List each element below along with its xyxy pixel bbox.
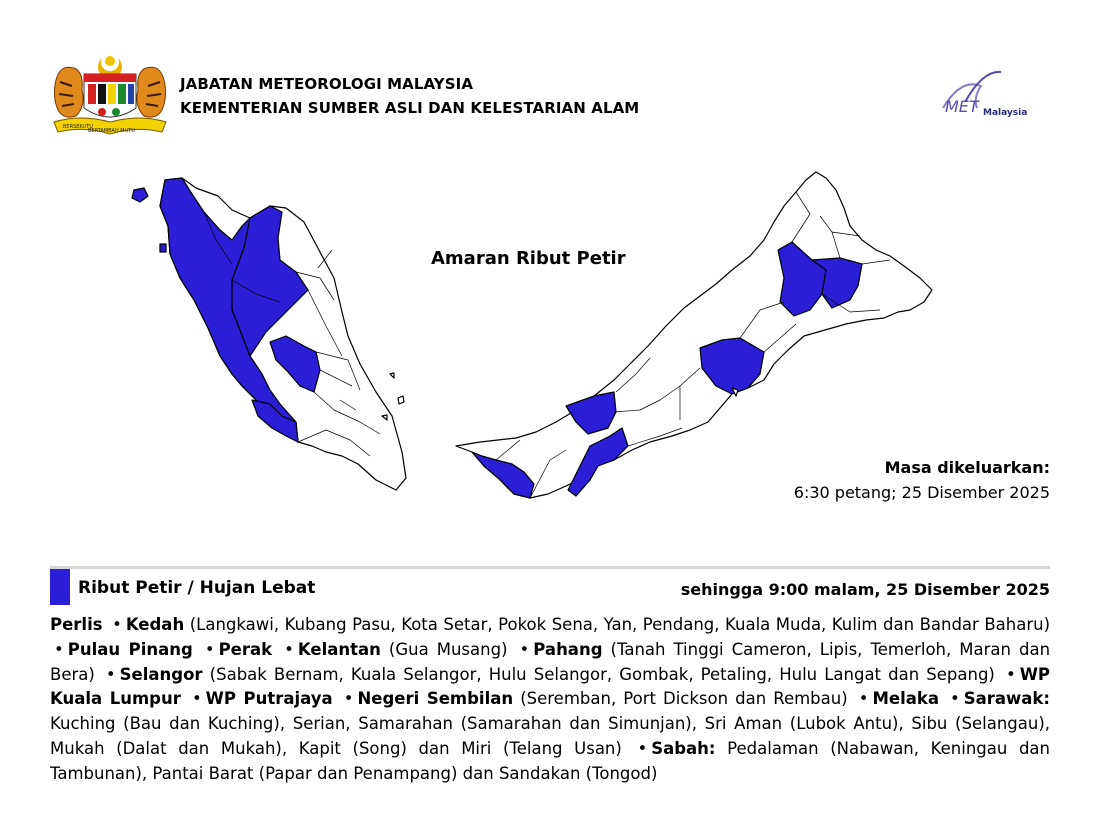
bullet-separator: • bbox=[112, 615, 122, 634]
area-state: Perlis bbox=[50, 615, 103, 634]
bullet-separator: • bbox=[519, 639, 530, 659]
met-logo-text: MET bbox=[945, 97, 979, 116]
bullet-separator: • bbox=[191, 689, 202, 709]
crest-motto-2: BERTAMBAH MUTU bbox=[88, 128, 135, 134]
area-state: Pahang bbox=[533, 639, 603, 659]
section-divider bbox=[50, 566, 1050, 569]
area-state: Pulau Pinang bbox=[67, 639, 193, 659]
bullet-separator: • bbox=[54, 639, 64, 659]
area-state: Negeri Sembilan bbox=[357, 689, 514, 709]
area-detail: (Sabak Bernam, Kuala Selangor, Hulu Selangor, Gombak, Petaling, Hulu Langat dan Sepang) bbox=[209, 664, 995, 684]
bullet-separator: • bbox=[950, 689, 960, 709]
area-detail: (Langkawi, Kubang Pasu, Kota Setar, Pokok Sena, Yan, Pendang, Kuala Muda, Kulim dan Bandar Baharu) bbox=[189, 615, 1051, 634]
category-marker bbox=[50, 569, 70, 605]
bullet-separator: • bbox=[1005, 664, 1016, 684]
area-state: Sabah: bbox=[651, 738, 716, 758]
area-detail: Kuching (Bau dan Kuching), Serian, Samarahan (Samarahan dan Simunjan), Sri Aman (Lubok Antu), Sibu (Selangau), Mukah (Dalat dan Mukah), Kapit (Song) dan Miri (Telang Usan) bbox=[50, 714, 1050, 758]
area-detail: (Seremban, Port Dickson dan Rembau) bbox=[520, 689, 848, 709]
area-state: WP Kuala Lumpur bbox=[50, 664, 1050, 709]
bullet-separator: • bbox=[858, 689, 869, 709]
coat-of-arms-logo bbox=[50, 50, 170, 140]
area-detail: (Gua Musang) bbox=[388, 639, 508, 659]
bullet-separator: • bbox=[204, 639, 215, 659]
issued-label: Masa dikeluarkan: bbox=[884, 458, 1050, 477]
map-borneo bbox=[456, 172, 932, 498]
area-state: Kelantan bbox=[297, 639, 381, 659]
valid-until: sehingga 9:00 malam, 25 Disember 2025 bbox=[680, 580, 1050, 599]
ministry-name: KEMENTERIAN SUMBER ASLI DAN KELESTARIAN ALAM bbox=[180, 99, 640, 117]
area-state: Melaka bbox=[872, 689, 939, 709]
warning-category: Ribut Petir / Hujan Lebat bbox=[78, 578, 316, 598]
issued-time bbox=[794, 455, 1050, 505]
area-state: WP Putrajaya bbox=[205, 689, 333, 709]
area-detail: Pedalaman (Nabawan, Keningau dan Tambunan), Pantai Barat (Papar dan Penampang) dan Sandakan (Tongod) bbox=[50, 738, 1051, 783]
area-state: Sarawak: bbox=[963, 689, 1051, 709]
issued-value: 6:30 petang; 25 Disember 2025 bbox=[793, 483, 1050, 502]
header-org bbox=[180, 72, 639, 120]
area-state: Kedah bbox=[125, 615, 185, 634]
met-malaysia-logo bbox=[935, 68, 1050, 120]
bullet-separator: • bbox=[284, 639, 294, 659]
met-logo-subtext: Malaysia bbox=[983, 108, 1028, 118]
map-title: Amaran Ribut Petir bbox=[431, 248, 626, 269]
bullet-separator: • bbox=[637, 738, 648, 758]
crest-motto-1: BERSEKUTU bbox=[63, 124, 93, 130]
area-state: Selangor bbox=[119, 664, 203, 684]
org-name: JABATAN METEOROLOGI MALAYSIA bbox=[180, 75, 474, 93]
affected-areas bbox=[50, 613, 1050, 787]
area-state: Perak bbox=[218, 639, 273, 659]
area-detail: (Tanah Tinggi Cameron, Lipis, Temerloh, Maran dan Bera) bbox=[50, 639, 1051, 684]
bullet-separator: • bbox=[343, 689, 354, 709]
bullet-separator: • bbox=[105, 664, 116, 684]
map-peninsular bbox=[132, 178, 406, 490]
